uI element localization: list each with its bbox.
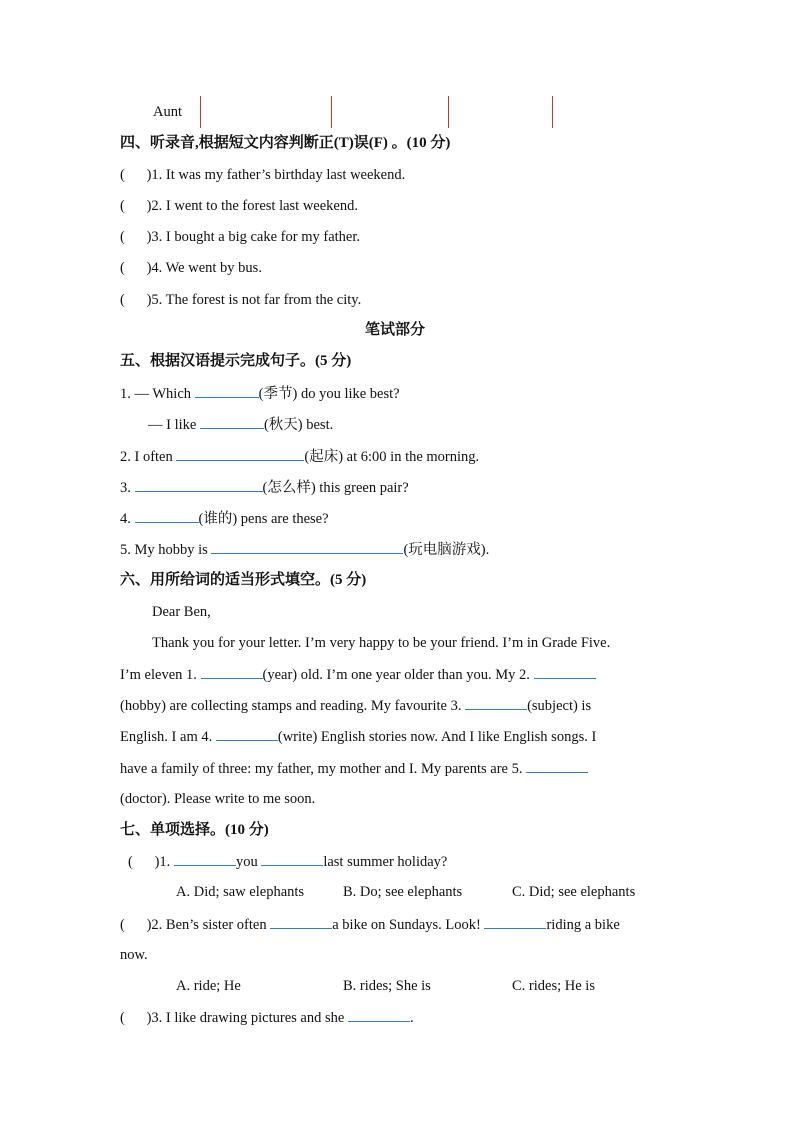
s5-q1a: 1. — Which (季节) do you like best? [120, 383, 400, 404]
option-c[interactable]: C. Did; see elephants [512, 884, 636, 900]
section6-heading: 六、用所给词的适当形式填空。(5 分) [120, 572, 367, 588]
blank[interactable] [211, 539, 403, 554]
s5-q1b: — I like (秋天) best. [148, 414, 333, 435]
letter-greeting: Dear Ben, [152, 604, 211, 620]
table-divider [448, 96, 449, 128]
blank[interactable] [526, 758, 588, 773]
s7-q1: ( )1. you last summer holiday? [128, 851, 447, 872]
section4-item: ( )5. The forest is not far from the city. [120, 292, 362, 308]
s5-q3: 3. (怎么样) this green pair? [120, 477, 409, 498]
blank[interactable] [176, 446, 304, 461]
letter-line: (doctor). Please write to me soon. [120, 791, 316, 807]
option-b[interactable]: B. rides; She is [343, 978, 431, 994]
blank[interactable] [135, 477, 263, 492]
letter-line: Thank you for your letter. I’m very happy to be your friend. I’m in Grade Five. [152, 635, 611, 651]
s7-q3: ( )3. I like drawing pictures and she . [120, 1007, 414, 1028]
table-divider [552, 96, 553, 128]
blank[interactable] [135, 508, 199, 523]
table-divider [331, 96, 332, 128]
s7-q2-cont: now. [120, 947, 148, 963]
blank[interactable] [174, 851, 236, 866]
blank[interactable] [200, 414, 264, 429]
table-divider [200, 96, 201, 128]
s5-q5: 5. My hobby is (玩电脑游戏). [120, 539, 489, 560]
letter-line: English. I am 4. (write) English stories now. And I like English songs. I [120, 726, 596, 747]
letter-line: (hobby) are collecting stamps and reading. My favourite 3. (subject) is [120, 695, 591, 716]
s5-q4: 4. (谁的) pens are these? [120, 508, 329, 529]
section5-heading: 五、根据汉语提示完成句子。(5 分) [120, 353, 352, 369]
section4-item: ( )4. We went by bus. [120, 260, 262, 276]
blank[interactable] [216, 726, 278, 741]
option-a[interactable]: A. ride; He [176, 978, 241, 994]
blank[interactable] [195, 383, 259, 398]
section7-heading: 七、单项选择。(10 分) [120, 822, 269, 838]
s5-q2: 2. I often (起床) at 6:00 in the morning. [120, 446, 479, 467]
written-part-title: 笔试部分 [365, 322, 426, 338]
letter-line: I’m eleven 1. (year) old. I’m one year older than you. My 2. [120, 664, 596, 685]
blank[interactable] [465, 695, 527, 710]
blank[interactable] [270, 914, 332, 929]
blank[interactable] [484, 914, 546, 929]
option-c[interactable]: C. rides; He is [512, 978, 595, 994]
option-a[interactable]: A. Did; saw elephants [176, 884, 305, 900]
blank[interactable] [261, 851, 323, 866]
aunt-label: Aunt [153, 104, 182, 120]
blank[interactable] [201, 664, 263, 679]
section4-item: ( )1. It was my father’s birthday last weekend. [120, 167, 406, 183]
section4-item: ( )2. I went to the forest last weekend. [120, 198, 358, 214]
option-b[interactable]: B. Do; see elephants [343, 884, 463, 900]
s7-q2: ( )2. Ben’s sister often a bike on Sundays. Look! riding a bike [120, 914, 620, 935]
letter-line: have a family of three: my father, my mother and I. My parents are 5. [120, 758, 588, 779]
blank[interactable] [348, 1007, 410, 1022]
blank[interactable] [534, 664, 596, 679]
section4-heading: 四、听录音,根据短文内容判断正(T)误(F) 。(10 分) [120, 135, 451, 151]
section4-item: ( )3. I bought a big cake for my father. [120, 229, 360, 245]
